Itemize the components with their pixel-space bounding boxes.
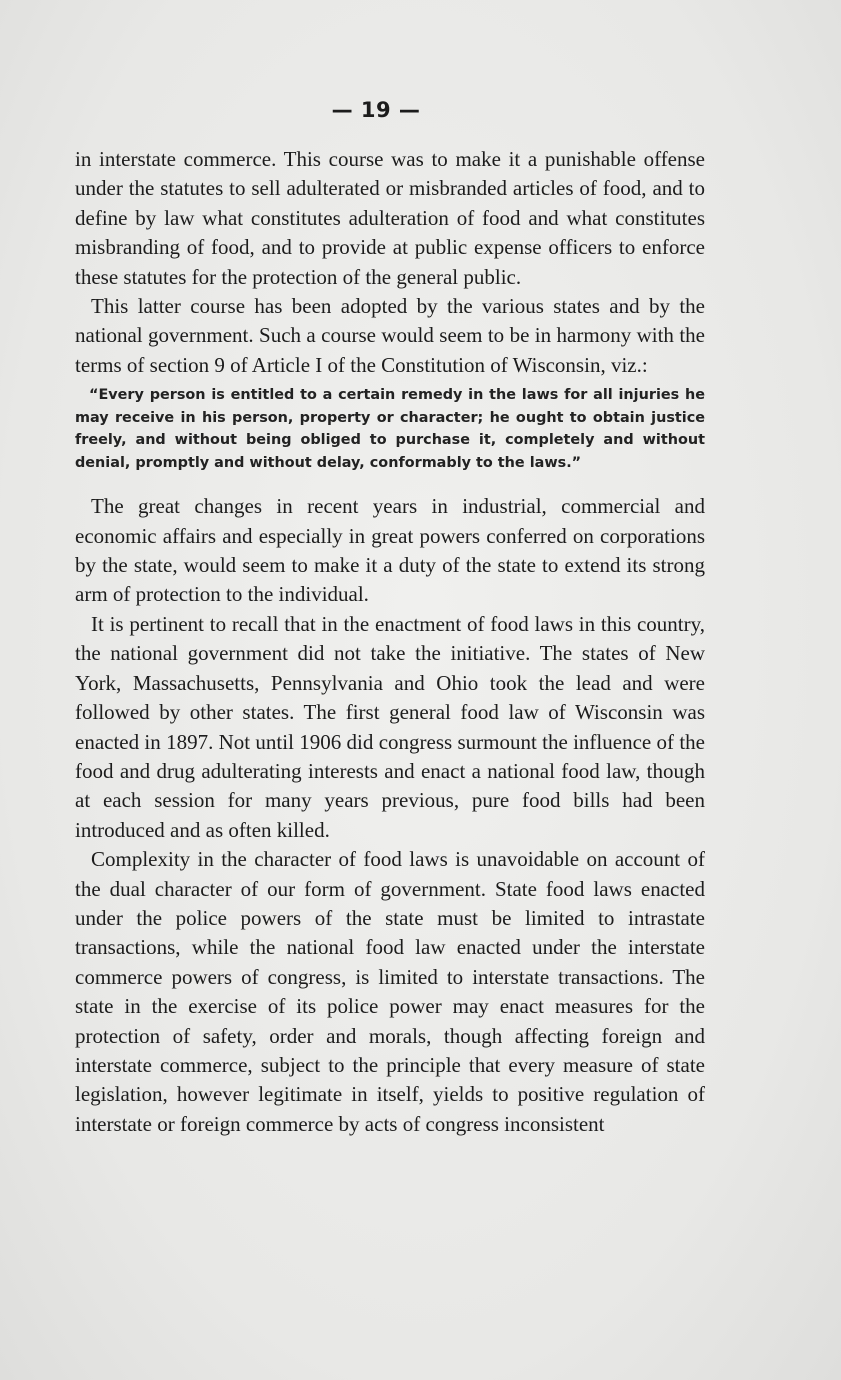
paragraph-latter-course: This latter course has been adopted by the various states and by the national government. Such a course would seem to be in harmony with the terms of section 9 of Article I of the Constitution of Wisconsin, viz.: — [75, 294, 705, 377]
paragraph-continued: in interstate commerce. This course was to make it a punishable offense under the statutes to sell adulterated or misbranded articles of food, and to define by law what constitutes adulteration of food and what constitutes misbranding of food, and to provide at public expense officers to enforce these statutes for the protection of the general public. — [75, 147, 705, 289]
paragraph-great-changes: The great changes in recent years in industrial, commercial and economic affairs and especially in great powers conferred on corporations by the state, would seem to make it a duty of the state to extend its strong arm of protection to the individual. — [75, 494, 705, 607]
constitution-quote: “Every person is entitled to a certain remedy in the laws for all injuries he may receive in his person, property or character; he ought to obtain justice freely, and without being obliged to purchase it, completely and without denial, promptly and without delay, conformably to the laws.” — [75, 387, 705, 471]
paragraph-complexity: Complexity in the character of food laws is unavoidable on account of the dual character of our form of government. State food laws enacted under the police powers of the state must be limited to intrastate transactions, while the national food law enacted under the interstate commerce powers of congress, is limited to interstate transactions. The state in the exercise of its police power may enact measures for the protection of safety, order and morals, though affecting foreign and interstate commerce, subject to the principle that every measure of state legislation, however legitimate in itself, yields to positive regulation of interstate or foreign commerce by acts of congress inconsistent — [75, 847, 705, 1136]
page-number: — 19 — — [331, 98, 421, 122]
paragraph-pertinent: It is pertinent to recall that in the enactment of food laws in this country, the national government did not take the initiative. The states of New York, Massachusetts, Pennsylvania and Ohio took the lead and were followed by other states. The first general food law of Wisconsin was enacted in 1897. Not until 1906 did congress surmount the influence of the food and drug adulterating interests and enact a national food law, though at each session for many years previous, pure food bills had been introduced and as often killed. — [75, 611, 705, 842]
body-text — [75, 145, 705, 1139]
